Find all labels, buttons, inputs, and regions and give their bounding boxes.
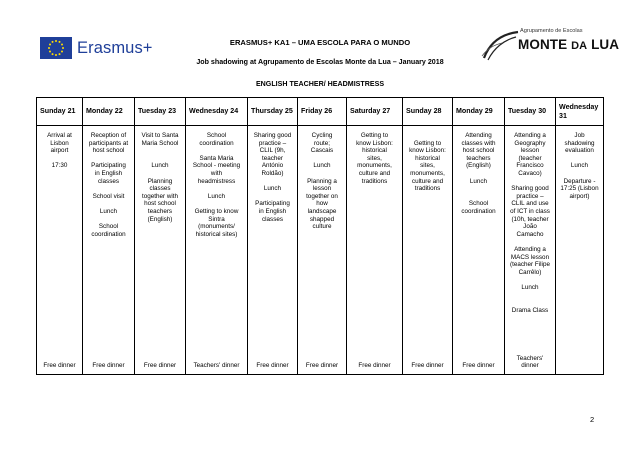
day-header: Monday 29 — [453, 98, 505, 126]
day-activities: Sharing good practice – CLIL (9h, teacher António Roldão) Lunch Participating in English classes — [253, 132, 292, 223]
day-dinner: Free dinner — [358, 362, 391, 370]
day-dinner: Free dinner — [411, 362, 444, 370]
schedule-table — [36, 97, 604, 375]
day-activities: Getting to know Lisbon: historical sites, monuments, culture and traditions — [409, 139, 446, 193]
day-cell — [453, 126, 505, 375]
day-dinner: Teachers' dinner — [193, 362, 240, 370]
day-dinner: Free dinner — [305, 362, 339, 370]
day-header: Sunday 28 — [403, 98, 453, 126]
day-dinner: Free dinner — [92, 362, 125, 370]
day-header: Tuesday 30 — [505, 98, 556, 126]
day-activities: Reception of participants at host school Participating in English classes School visit Lunch School coordination — [88, 132, 129, 238]
schedule-activities-row — [37, 126, 604, 375]
school-logo-small-text: Agrupamento de Escolas — [520, 28, 583, 34]
day-cell — [186, 126, 248, 375]
erasmus-wordmark: Erasmus+ — [77, 38, 153, 57]
day-cell — [403, 126, 453, 375]
school-logo-big-text: MONTE DA LUA — [518, 37, 620, 52]
day-header: Wednesday 24 — [186, 98, 248, 126]
day-dinner: Free dinner — [43, 362, 76, 370]
day-cell — [298, 126, 347, 375]
day-header: Saturday 27 — [347, 98, 403, 126]
day-activities: Cycling route; Cascais Lunch Planning a lesson together on how landscape shapped culture — [306, 132, 338, 231]
day-dinner: Teachers' dinner — [516, 354, 544, 370]
day-dinner: Free dinner — [143, 362, 177, 370]
day-dinner: Free dinner — [256, 362, 289, 370]
day-header: Thursday 25 — [248, 98, 298, 126]
day-cell — [248, 126, 298, 375]
day-activities: Attending a Geography lesson (teacher Francisco Cavaco) Sharing good practice – CLIL and use of ICT in class (10h, teacher João Camacho Attending a MACS lesson (teacher Filipe Carrêlo) Lunch Drama Class — [510, 132, 550, 314]
day-header: Sunday 21 — [37, 98, 83, 126]
day-header: Monday 22 — [83, 98, 135, 126]
day-activities: Attending classes with host school teachers (English) Lunch School coordination — [461, 132, 496, 215]
day-header: Friday 26 — [298, 98, 347, 126]
day-cell — [135, 126, 186, 375]
schedule-header-row — [37, 98, 604, 126]
day-cell — [37, 126, 83, 375]
document-subtitle: Job shadowing at Agrupamento de Escolas Monte da Lua – January 2018 — [196, 58, 444, 66]
day-activities: School coordination Santa Maria School - meeting with headmistress Lunch Getting to know Sintra (monuments/ historical sites) — [192, 132, 241, 238]
role-heading: ENGLISH TEACHER/ HEADMISTRESS — [255, 80, 385, 88]
day-activities: Job shadowing evaluation Lunch Departure - 17:25 (Lisbon airport) — [560, 132, 599, 200]
day-cell — [83, 126, 135, 375]
day-cell — [347, 126, 403, 375]
day-cell — [556, 126, 604, 375]
day-activities: Arrival at Lisbon airport 17:30 — [47, 132, 72, 170]
day-dinner: Free dinner — [462, 362, 495, 370]
day-header: Wednesday 31 — [556, 98, 604, 126]
day-activities: Visit to Santa Maria School Lunch Planning classes together with host school teachers (English) — [141, 132, 179, 223]
day-header: Tuesday 23 — [135, 98, 186, 126]
page-number: 2 — [590, 415, 595, 424]
day-cell — [505, 126, 556, 375]
document-title: ERASMUS+ KA1 – UMA ESCOLA PARA O MUNDO — [229, 38, 411, 47]
day-activities: Getting to know Lisbon: historical sites, monuments, culture and traditions — [356, 132, 393, 185]
